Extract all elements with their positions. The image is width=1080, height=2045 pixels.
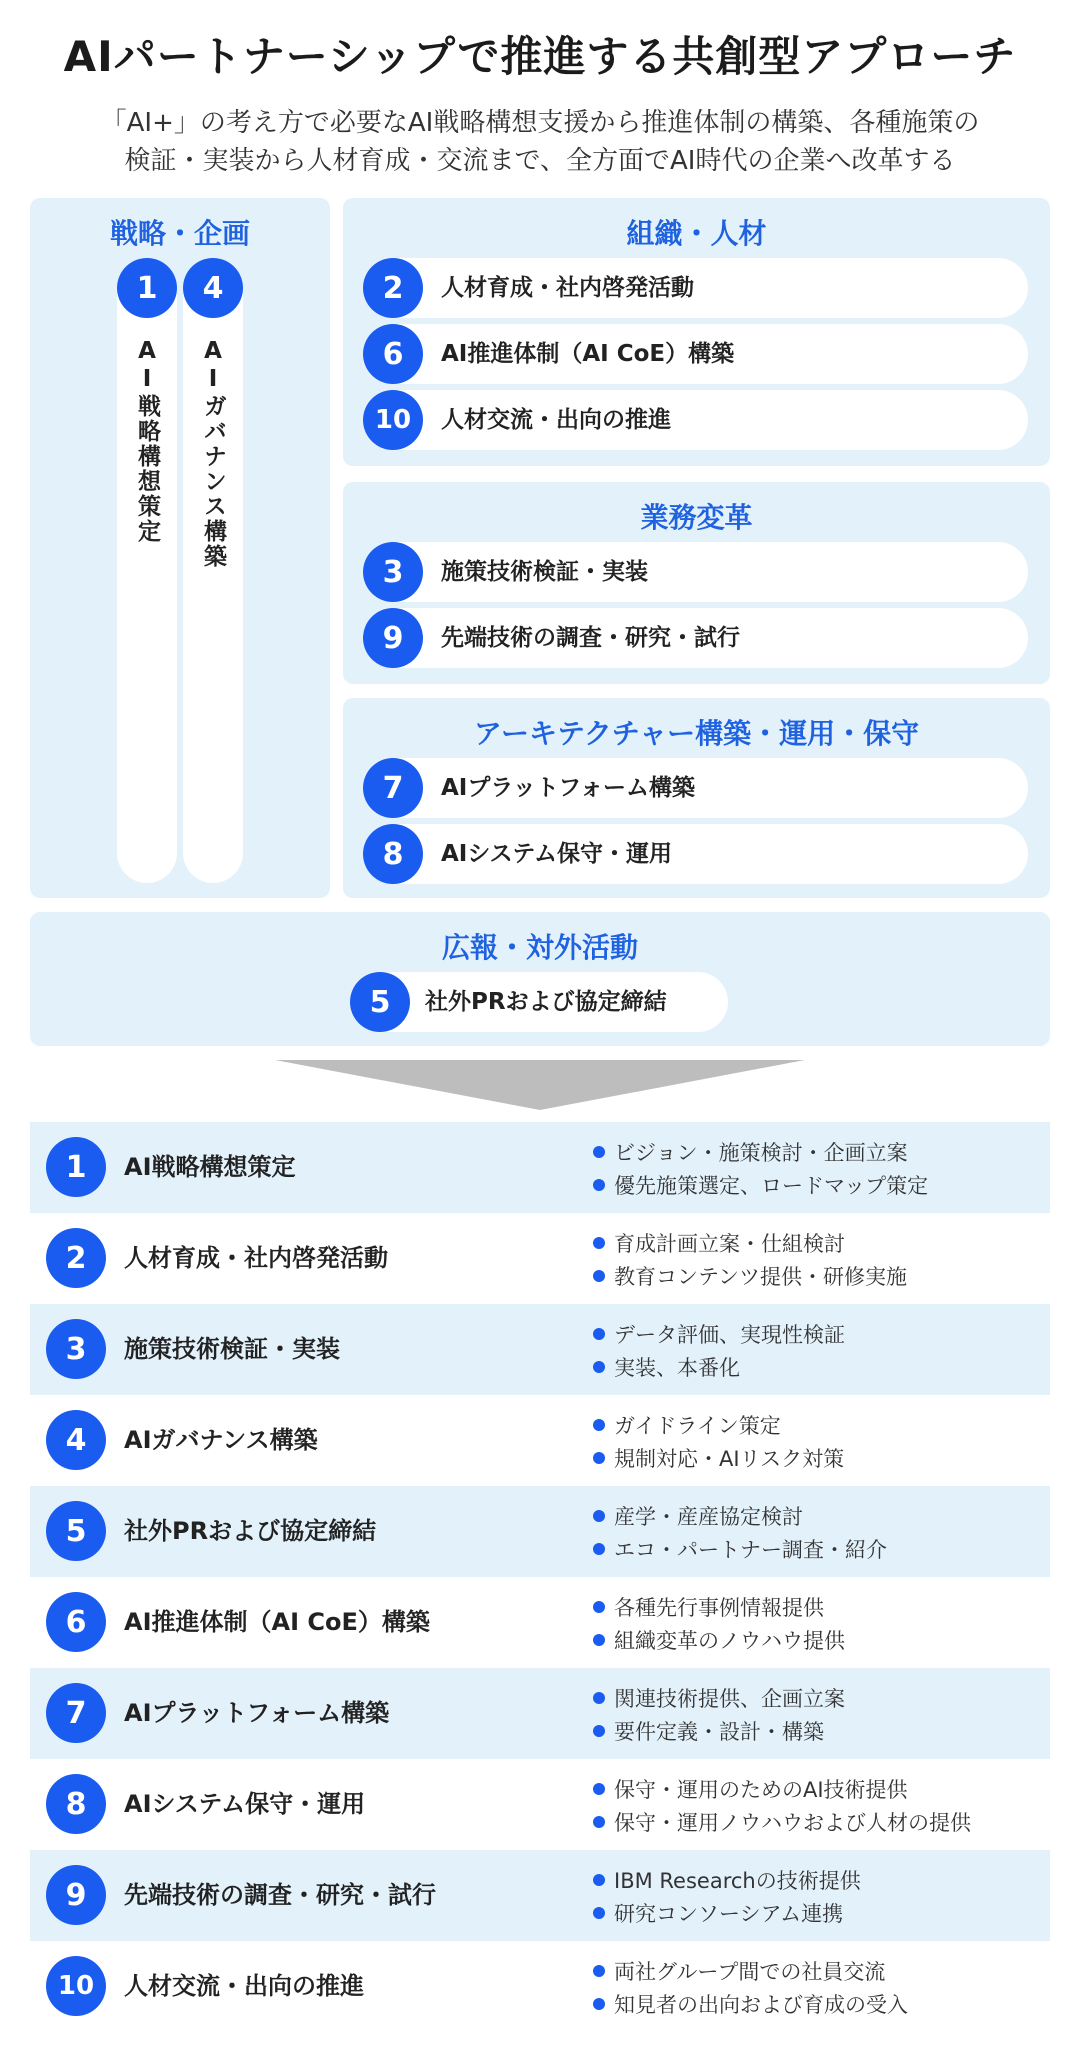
item-label: 人材育成・社内啓発活動 <box>441 275 694 301</box>
detail-bullet <box>593 1865 861 1895</box>
detail-row <box>30 1486 1050 1577</box>
item-pill <box>350 972 728 1032</box>
bullet-dot-icon <box>593 1998 605 2010</box>
bullet-dot-icon <box>593 1328 605 1340</box>
detail-bullet <box>593 1228 845 1258</box>
bullet-text: 規制対応・AIリスク対策 <box>614 1447 845 1471</box>
bullet-text: 教育コンテンツ提供・研修実施 <box>614 1265 907 1289</box>
number-badge: 8 <box>46 1774 106 1834</box>
detail-row <box>30 1122 1050 1213</box>
item-label: 人材交流・出向の推進 <box>441 407 671 433</box>
bullet-dot-icon <box>593 1907 605 1919</box>
detail-bullet <box>593 1989 908 2019</box>
item-pill <box>363 824 1028 884</box>
subtitle-line-1: 「AI+」の考え方で必要なAI戦略構想支援から推進体制の構築、各種施策の <box>100 108 980 138</box>
item-label: AIプラットフォーム構築 <box>441 775 696 801</box>
bullet-dot-icon <box>593 1965 605 1977</box>
number-badge: 4 <box>46 1410 106 1470</box>
bullet-text: 要件定義・設計・構築 <box>614 1720 824 1744</box>
number-badge: 3 <box>46 1319 106 1379</box>
bullet-text: 育成計画立案・仕組検討 <box>614 1232 845 1256</box>
detail-bullet <box>593 1625 845 1655</box>
detail-title: AI戦略構想策定 <box>124 1153 296 1181</box>
pr-panel-title: 広報・対外活動 <box>441 931 638 964</box>
detail-bullet <box>593 1807 971 1837</box>
number-badge: 1 <box>117 258 177 318</box>
organization-panel-title: 組織・人材 <box>626 217 767 250</box>
strategy-column-label: AIガバナンス構築 <box>200 338 226 569</box>
detail-bullet <box>593 1683 845 1713</box>
bullet-text: 各種先行事例情報提供 <box>614 1596 824 1620</box>
detail-row <box>30 1850 1050 1941</box>
detail-bullet <box>593 1170 928 1200</box>
bullet-dot-icon <box>593 1237 605 1249</box>
detail-title: 施策技術検証・実装 <box>124 1335 340 1363</box>
item-pill <box>363 390 1028 450</box>
item-pill <box>363 608 1028 668</box>
bullet-text: エコ・パートナー調査・紹介 <box>614 1538 887 1562</box>
number-badge: 6 <box>46 1592 106 1652</box>
bullet-dot-icon <box>593 1692 605 1704</box>
detail-bullet <box>593 1501 803 1531</box>
bullet-text: 知見者の出向および育成の受入 <box>614 1993 908 2017</box>
organization-panel <box>343 198 1050 466</box>
item-label: 先端技術の調査・研究・試行 <box>441 625 740 651</box>
number-badge: 5 <box>46 1501 106 1561</box>
detail-title: AIガバナンス構築 <box>124 1426 318 1454</box>
detail-title: 先端技術の調査・研究・試行 <box>124 1881 436 1909</box>
item-label: AIシステム保守・運用 <box>441 841 673 867</box>
bullet-text: 優先施策選定、ロードマップ策定 <box>614 1174 929 1198</box>
bullet-dot-icon <box>593 1146 605 1158</box>
strategy-column-1 <box>117 258 177 883</box>
business-panel-title: 業務変革 <box>640 501 753 534</box>
number-badge: 2 <box>363 258 423 318</box>
detail-bullet <box>593 1261 907 1291</box>
bullet-dot-icon <box>593 1179 605 1191</box>
number-badge: 10 <box>46 1956 106 2016</box>
detail-title: AIシステム保守・運用 <box>124 1790 366 1818</box>
item-pill <box>363 258 1028 318</box>
detail-bullet <box>593 1352 740 1382</box>
bullet-text: 両社グループ間での社員交流 <box>614 1960 886 1984</box>
number-badge: 7 <box>46 1683 106 1743</box>
bullet-text: 実装、本番化 <box>614 1356 740 1380</box>
number-badge: 9 <box>46 1865 106 1925</box>
bullet-dot-icon <box>593 1510 605 1522</box>
number-badge: 9 <box>363 608 423 668</box>
detail-title: 人材育成・社内啓発活動 <box>124 1244 388 1272</box>
strategy-column-label: AI戦略構想策定 <box>134 338 160 544</box>
bullet-dot-icon <box>593 1601 605 1613</box>
bullet-dot-icon <box>593 1361 605 1373</box>
detail-row <box>30 1304 1050 1395</box>
bullet-dot-icon <box>593 1725 605 1737</box>
detail-bullet <box>593 1956 885 1986</box>
bullet-dot-icon <box>593 1543 605 1555</box>
number-badge: 6 <box>363 324 423 384</box>
business-panel <box>343 482 1050 684</box>
number-badge: 2 <box>46 1228 106 1288</box>
architecture-panel <box>343 698 1050 898</box>
page-subtitle <box>40 104 1040 180</box>
detail-title: AI推進体制（AI CoE）構築 <box>124 1608 430 1636</box>
number-badge: 5 <box>350 972 410 1032</box>
number-badge: 3 <box>363 542 423 602</box>
detail-row <box>30 1213 1050 1304</box>
bullet-text: データ評価、実現性検証 <box>614 1323 845 1347</box>
bullet-dot-icon <box>593 1783 605 1795</box>
detail-title: AIプラットフォーム構築 <box>124 1699 390 1727</box>
detail-row <box>30 1577 1050 1668</box>
strategy-column-4 <box>183 258 243 883</box>
number-badge: 8 <box>363 824 423 884</box>
bullet-dot-icon <box>593 1419 605 1431</box>
detail-row <box>30 1941 1050 2032</box>
page-title: AIパートナーシップで推進する共創型アプローチ <box>63 32 1017 81</box>
item-label: 社外PRおよび協定締結 <box>425 989 667 1015</box>
subtitle-line-2: 検証・実装から人材育成・交流まで、全方面でAI時代の企業へ改革する <box>124 146 956 176</box>
detail-bullet <box>593 1774 908 1804</box>
strategy-panel <box>30 198 330 898</box>
item-pill <box>363 542 1028 602</box>
number-badge: 4 <box>183 258 243 318</box>
detail-bullet <box>593 1443 844 1473</box>
item-pill <box>363 324 1028 384</box>
bullet-text: ビジョン・施策検討・企画立案 <box>614 1141 908 1165</box>
number-badge: 7 <box>363 758 423 818</box>
detail-bullet <box>593 1410 781 1440</box>
bullet-text: 産学・産産協定検討 <box>614 1505 803 1529</box>
item-pill <box>363 758 1028 818</box>
detail-bullet <box>593 1716 824 1746</box>
detail-bullet <box>593 1898 843 1928</box>
bullet-text: 研究コンソーシアム連携 <box>614 1902 844 1926</box>
bullet-dot-icon <box>593 1816 605 1828</box>
bullet-text: IBM Researchの技術提供 <box>614 1869 861 1893</box>
strategy-panel-title: 戦略・企画 <box>109 217 250 250</box>
bullet-text: 保守・運用のためのAI技術提供 <box>614 1778 908 1802</box>
bullet-dot-icon <box>593 1634 605 1646</box>
detail-bullet <box>593 1319 845 1349</box>
detail-row <box>30 1395 1050 1486</box>
bullet-dot-icon <box>593 1270 605 1282</box>
bullet-text: ガイドライン策定 <box>614 1414 781 1438</box>
bullet-dot-icon <box>593 1874 605 1886</box>
number-badge: 1 <box>46 1137 106 1197</box>
bullet-text: 保守・運用ノウハウおよび人材の提供 <box>614 1811 971 1835</box>
item-label: AI推進体制（AI CoE）構築 <box>441 341 735 367</box>
detail-bullet <box>593 1137 908 1167</box>
down-arrow-icon <box>275 1060 805 1110</box>
architecture-panel-title: アーキテクチャー構築・運用・保守 <box>473 717 920 750</box>
detail-title: 社外PRおよび協定締結 <box>124 1517 377 1545</box>
detail-bullet <box>593 1592 824 1622</box>
bullet-dot-icon <box>593 1452 605 1464</box>
detail-title: 人材交流・出向の推進 <box>124 1972 364 2000</box>
pr-panel <box>30 912 1050 1046</box>
bullet-text: 関連技術提供、企画立案 <box>614 1687 845 1711</box>
item-label: 施策技術検証・実装 <box>441 559 648 585</box>
detail-row <box>30 1759 1050 1850</box>
detail-row <box>30 1668 1050 1759</box>
bullet-text: 組織変革のノウハウ提供 <box>614 1629 845 1653</box>
detail-bullet <box>593 1534 887 1564</box>
number-badge: 10 <box>363 390 423 450</box>
